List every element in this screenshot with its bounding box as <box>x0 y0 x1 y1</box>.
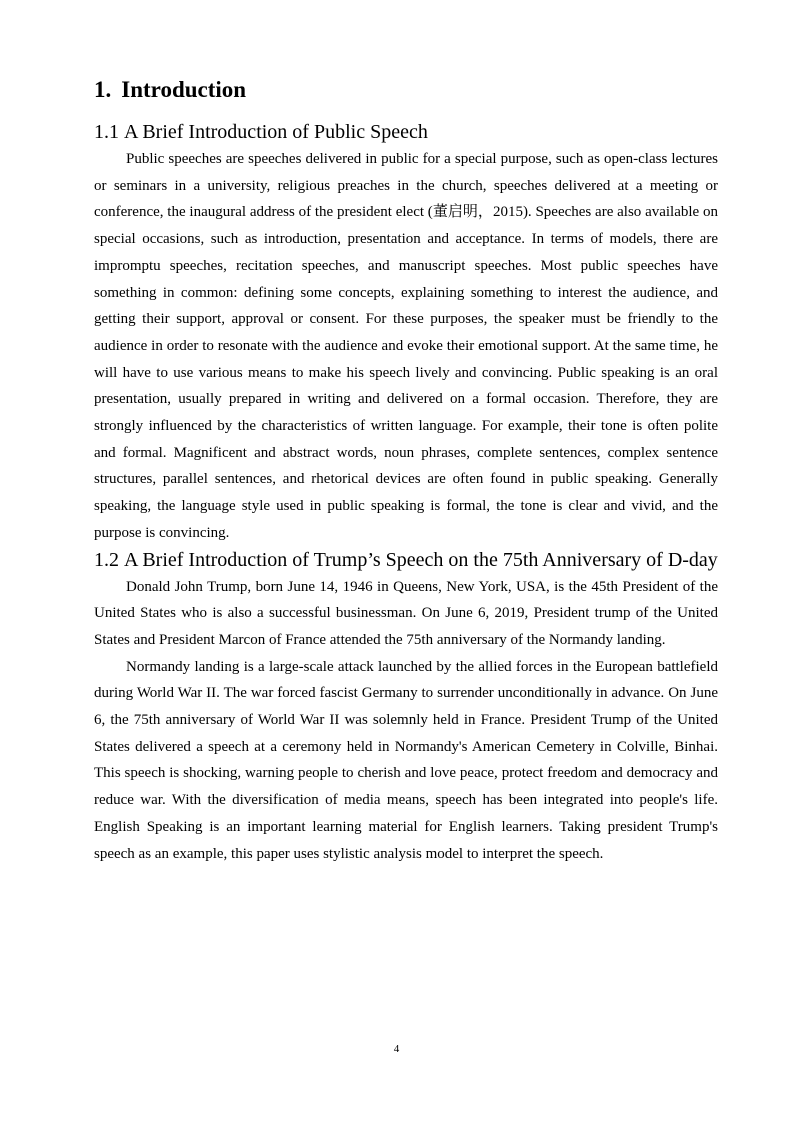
body-paragraph: Normandy landing is a large-scale attack launched by the allied forces in the European battlefield during World War II. The war forced fascist Germany to surrender unconditionally in advance. On June 6, the 75th anniversary of World War II was solemnly held in France. President Trump of the United States delivered a speech at a ceremony held in Normandy's American Cemetery in Colville, Binhai. This speech is shocking, warning people to cherish and love peace, protect freedom and democracy and reduce war. With the diversification of media means, speech has been integrated into people's life. English Speaking is an important learning material for English learners. Taking president Trump's speech as an example, this paper uses stylistic analysis model to interpret the speech. <box>94 658 718 862</box>
section-number: 1.1 <box>94 121 119 143</box>
chapter-heading <box>94 72 718 108</box>
page-number: 4 <box>393 1043 400 1055</box>
page-content <box>94 72 718 867</box>
section-public-speech <box>94 119 718 547</box>
section-heading <box>94 547 718 574</box>
section-title: A Brief Introduction of Public Speech <box>124 121 428 143</box>
section-trump-speech <box>94 547 718 868</box>
chapter-number: 1. <box>94 77 112 102</box>
section-heading <box>94 119 718 146</box>
section-number: 1.2 <box>94 548 119 571</box>
section-title: A Brief Introduction of Trump’s Speech on the 75th Anniversary of D-day <box>124 548 718 571</box>
body-paragraph: Public speeches are speeches delivered in public for a special purpose, such as open-class lectures or seminars in a university, religious preaches in the church, speeches delivered at a meeting or conference, the inaugural address of the president elect (董启明，2015). Speeches are also available on special occasions, such as introduction, presentation and acceptance. In terms of models, there are impromptu speeches, recitation speeches, and manuscript speeches. Most public speeches have something in common: defining some concepts, explaining something to interest the audience, and getting their support, approval or consent. For these purposes, the speaker must be friendly to the audience in order to resonate with the audience and evoke their emotional support. At the same time, he will have to use various means to make his speech lively and convincing. Public speaking is an oral presentation, usually prepared in writing and delivered on a formal occasion. Therefore, they are strongly influenced by the characteristics of written language. For example, their tone is often polite and formal. Magnificent and abstract words, noun phrases, complete sentences, complex sentence structures, parallel sentences, and rhetorical devices are often found in public speaking. Generally speaking, the language style used in public speaking is formal, the tone is clear and vivid, and the purpose is convincing. <box>94 151 718 541</box>
body-paragraph: Donald John Trump, born June 14, 1946 in Queens, New York, USA, is the 45th President of the United States who is also a successful businessman. On June 6, 2019, President trump of the United States and President Marcon of France attended the 75th anniversary of the Normandy landing. <box>94 578 718 648</box>
chapter-title: Introduction <box>121 77 247 102</box>
